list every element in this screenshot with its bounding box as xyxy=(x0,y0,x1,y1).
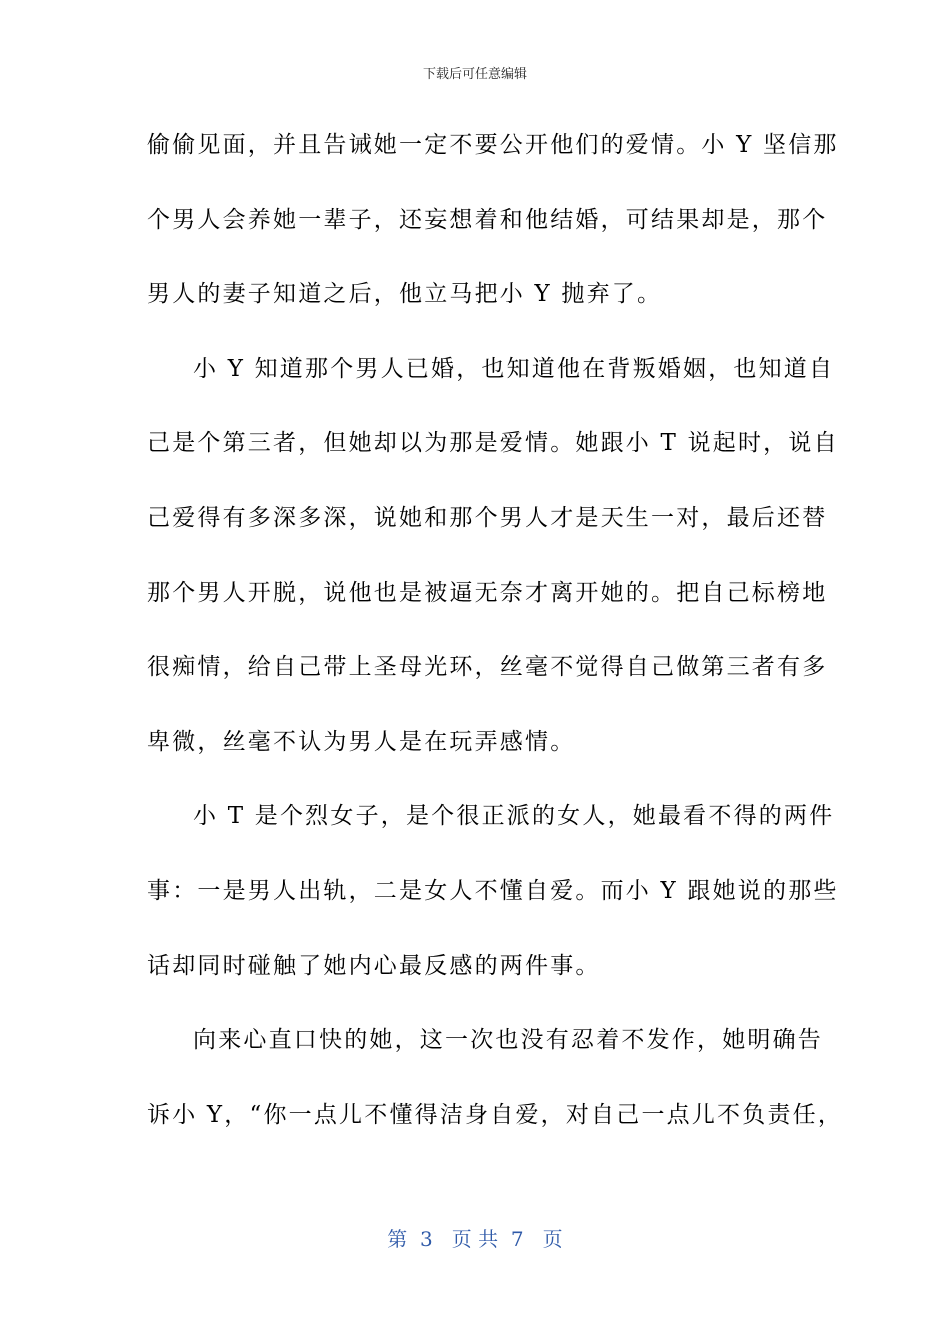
text-line: 话却同时碰触了她内心最反感的两件事。 xyxy=(147,952,601,979)
text-line: 卑微，丝毫不认为男人是在玩弄感情。 xyxy=(147,728,576,755)
text-line: 己是个第三者，但她却以为那是爱情。她跟小 T 说起时，说自 xyxy=(147,430,839,457)
text-line: 事：一是男人出轨，二是女人不懂自爱。而小 Y 跟她说的那些 xyxy=(147,877,839,904)
text-line: 那个男人开脱，说他也是被逼无奈才离开她的。把自己标榜地 xyxy=(147,579,828,606)
text-line: 很痴情，给自己带上圣母光环，丝毫不觉得自己做第三者有多 xyxy=(147,654,828,681)
paragraph-first-line: 小 Y 知道那个男人已婚，也知道他在背叛婚姻，也知道自 xyxy=(193,355,835,382)
page-header: 下载后可任意编辑 xyxy=(422,67,527,82)
paragraph-first-line: 小 T 是个烈女子，是个很正派的女人，她最看不得的两件 xyxy=(193,803,835,830)
text-line: 诉小 Y，“你一点儿不懂得洁身自爱，对自己一点儿不负责任， xyxy=(147,1101,844,1128)
page-number-footer: 第 3 页 共 7 页 xyxy=(387,1227,563,1251)
text-line: 男人的妻子知道之后，他立马把小 Y 抛弃了。 xyxy=(147,281,663,308)
text-line: 己爱得有多深多深，说她和那个男人才是天生一对，最后还替 xyxy=(147,504,828,531)
text-line: 个男人会养她一辈子，还妄想着和他结婚，可结果却是，那个 xyxy=(147,206,828,233)
document-body xyxy=(147,117,844,1161)
text-line: 偷偷见面，并且告诫她一定不要公开他们的爱情。小 Y 坚信那 xyxy=(147,132,839,158)
paragraph-first-line: 向来心直口快的她，这一次也没有忍着不发作，她明确告 xyxy=(193,1027,823,1054)
